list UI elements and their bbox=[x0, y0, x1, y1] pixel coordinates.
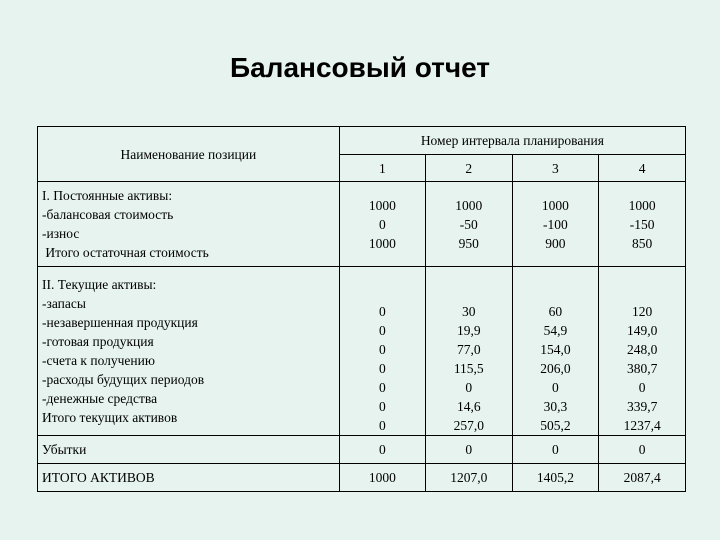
period-number: 3 bbox=[512, 155, 599, 182]
cell-value: -50 bbox=[459, 216, 478, 232]
cell-value: 0 bbox=[378, 216, 386, 232]
cell-value: 154,0 bbox=[540, 342, 571, 357]
cell-value: 1000 bbox=[368, 197, 396, 213]
cell-value: 0 bbox=[512, 436, 599, 464]
cell-value: 14,6 bbox=[456, 399, 481, 414]
cell-value: 0 bbox=[378, 399, 386, 414]
period-3-values bbox=[512, 182, 599, 267]
cell-value: 0 bbox=[339, 436, 425, 464]
cell-value: 850 bbox=[632, 235, 653, 251]
cell-value: 1000 bbox=[339, 464, 425, 492]
table-row-fixed-assets bbox=[38, 182, 686, 267]
cell-value: 380,7 bbox=[626, 361, 658, 376]
cell-value: 1000 bbox=[368, 235, 396, 251]
row-label: -готовая продукция bbox=[42, 334, 154, 349]
table-row-losses bbox=[38, 436, 686, 464]
cell-value: 30,3 bbox=[543, 399, 568, 414]
cell-value: 950 bbox=[458, 235, 479, 251]
cell-value: 2087,4 bbox=[599, 464, 686, 492]
cell-value: 149,0 bbox=[626, 323, 658, 338]
cell-value: -150 bbox=[629, 216, 655, 232]
row-label: -балансовая стоимость bbox=[42, 207, 174, 222]
table-row-total-assets bbox=[38, 464, 686, 492]
cell-value: 900 bbox=[545, 235, 566, 251]
table-header-row bbox=[38, 127, 686, 155]
cell-value: 1000 bbox=[541, 197, 569, 213]
period-1-values bbox=[339, 182, 425, 267]
cell-value: 60 bbox=[548, 304, 563, 319]
current-assets-labels bbox=[38, 267, 340, 436]
cell-value: 0 bbox=[378, 380, 386, 395]
cell-value: 54,9 bbox=[543, 323, 568, 338]
cell-value: 0 bbox=[465, 380, 473, 395]
cell-value: 115,5 bbox=[453, 361, 484, 376]
header-position-name: Наименование позиции bbox=[38, 127, 340, 182]
section-heading: I. Постоянные активы: bbox=[42, 188, 173, 203]
cell-value: 0 bbox=[378, 342, 386, 357]
cell-value: 248,0 bbox=[626, 342, 658, 357]
row-label: -запасы bbox=[42, 296, 86, 311]
row-label: -износ bbox=[42, 226, 80, 241]
table-row-current-assets bbox=[38, 267, 686, 436]
cell-value: 120 bbox=[632, 304, 653, 319]
cell-value: 1000 bbox=[628, 197, 656, 213]
period-number: 4 bbox=[599, 155, 686, 182]
cell-value: 339,7 bbox=[626, 399, 658, 414]
page-title: Балансовый отчет bbox=[229, 52, 491, 83]
fixed-assets-labels bbox=[38, 182, 340, 267]
cell-value: 0 bbox=[425, 436, 512, 464]
row-label: -незавершенная продукция bbox=[42, 315, 198, 330]
cell-value: 1000 bbox=[455, 197, 483, 213]
period-4-values bbox=[599, 182, 686, 267]
row-label: ИТОГО АКТИВОВ bbox=[38, 464, 340, 492]
period-1-values bbox=[339, 267, 425, 436]
cell-value: 19,9 bbox=[456, 323, 481, 338]
cell-value: 0 bbox=[378, 361, 386, 376]
balance-sheet-table bbox=[37, 126, 686, 492]
cell-value: 257,0 bbox=[453, 418, 484, 433]
row-label: Итого остаточная стоимость bbox=[42, 245, 209, 260]
row-label: -счета к получению bbox=[42, 353, 155, 368]
cell-value: 1237,4 bbox=[623, 418, 661, 433]
period-number: 1 bbox=[339, 155, 425, 182]
row-label: -расходы будущих периодов bbox=[42, 372, 205, 387]
cell-value: 0 bbox=[378, 418, 386, 433]
section-heading: II. Текущие активы: bbox=[42, 277, 157, 292]
row-label: -денежные средства bbox=[42, 391, 158, 406]
cell-value: -100 bbox=[543, 216, 568, 232]
cell-value: 505,2 bbox=[540, 418, 571, 433]
cell-value: 0 bbox=[599, 436, 686, 464]
cell-value: 0 bbox=[378, 304, 386, 319]
row-label: Итого текущих активов bbox=[42, 410, 178, 425]
cell-value: 0 bbox=[378, 323, 386, 338]
cell-value: 1405,2 bbox=[512, 464, 599, 492]
cell-value: 0 bbox=[552, 380, 559, 395]
cell-value: 206,0 bbox=[540, 361, 571, 376]
period-number: 2 bbox=[425, 155, 512, 182]
cell-value: 77,0 bbox=[456, 342, 481, 357]
row-label: Убытки bbox=[38, 436, 340, 464]
cell-value: 0 bbox=[638, 380, 646, 395]
period-4-values bbox=[599, 267, 686, 436]
period-2-values bbox=[425, 267, 512, 436]
period-2-values bbox=[425, 182, 512, 267]
header-planning-interval: Номер интервала планирования bbox=[339, 127, 685, 155]
cell-value: 30 bbox=[462, 304, 476, 319]
period-3-values bbox=[512, 267, 599, 436]
cell-value: 1207,0 bbox=[425, 464, 512, 492]
